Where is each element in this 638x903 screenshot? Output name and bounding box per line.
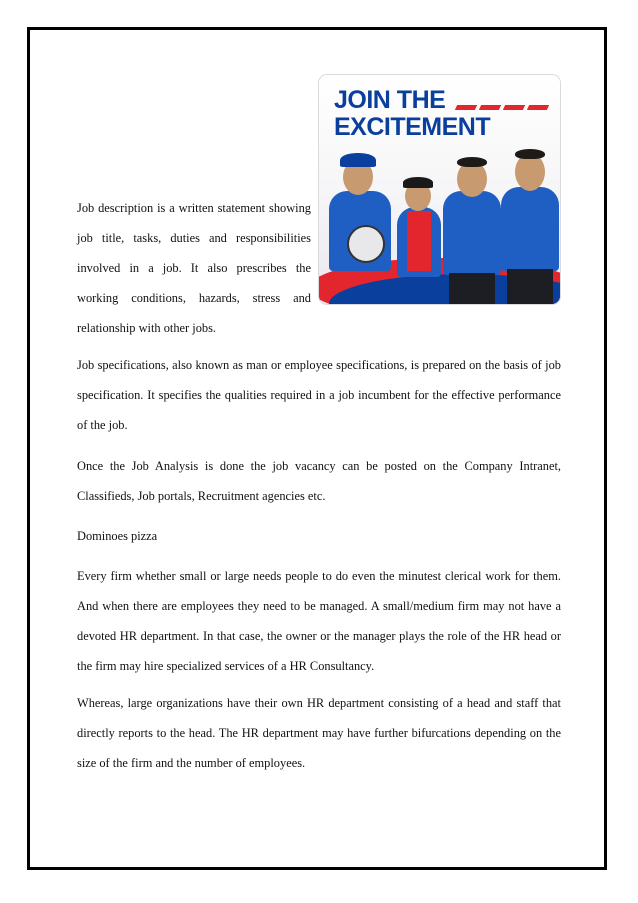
paragraph-job-specifications: Job specifications, also known as man or employee specifications, is prepared on the basis of job specification. It specifies the qualities required in a job incumbent for the effective performance of the job. <box>77 358 561 432</box>
paragraph-hr-large-organizations: Whereas, large organizations have their own HR department consisting of a head and staff that directly reports to the head. The HR department may have further bifurcations depending on the size of the firm and the number of employees. <box>77 696 561 770</box>
paragraph-job-posting: Once the Job Analysis is done the job vacancy can be posted on the Company Intranet, Classifieds, Job portals, Recruitment agencies etc. <box>77 459 561 503</box>
banner-dash <box>503 105 525 110</box>
staff-photo-person-4 <box>501 149 559 304</box>
banner-dash <box>479 105 501 110</box>
staff-photo-person-2 <box>393 177 443 304</box>
banner-headline-line1: JOIN THE <box>334 86 446 114</box>
paragraph-company-name: Dominoes pizza <box>77 529 158 543</box>
banner-headline-line2: EXCITEMENT <box>334 113 491 141</box>
banner-dash <box>527 105 549 110</box>
staff-photo-person-1 <box>323 153 395 304</box>
banner-headline <box>334 87 490 141</box>
banner-dash <box>455 105 477 110</box>
join-the-excitement-banner <box>319 75 560 304</box>
staff-photo-person-3 <box>441 157 503 304</box>
paragraph-hr-small-firms: Every firm whether small or large needs people to do even the minutest clerical work for them. And when there are employees they need to be managed. A small/medium firm may not have a devoted HR department. In that case, the owner or the manager plays the role of the HR head or the firm may hire specialized services of a HR Consultancy. <box>77 569 561 673</box>
paragraph-job-description: Job description is a written statement showing job title, tasks, duties and responsibilities involved in a job. It also prescribes the working conditions, hazards, stress and relationship with other jobs. <box>77 201 311 335</box>
